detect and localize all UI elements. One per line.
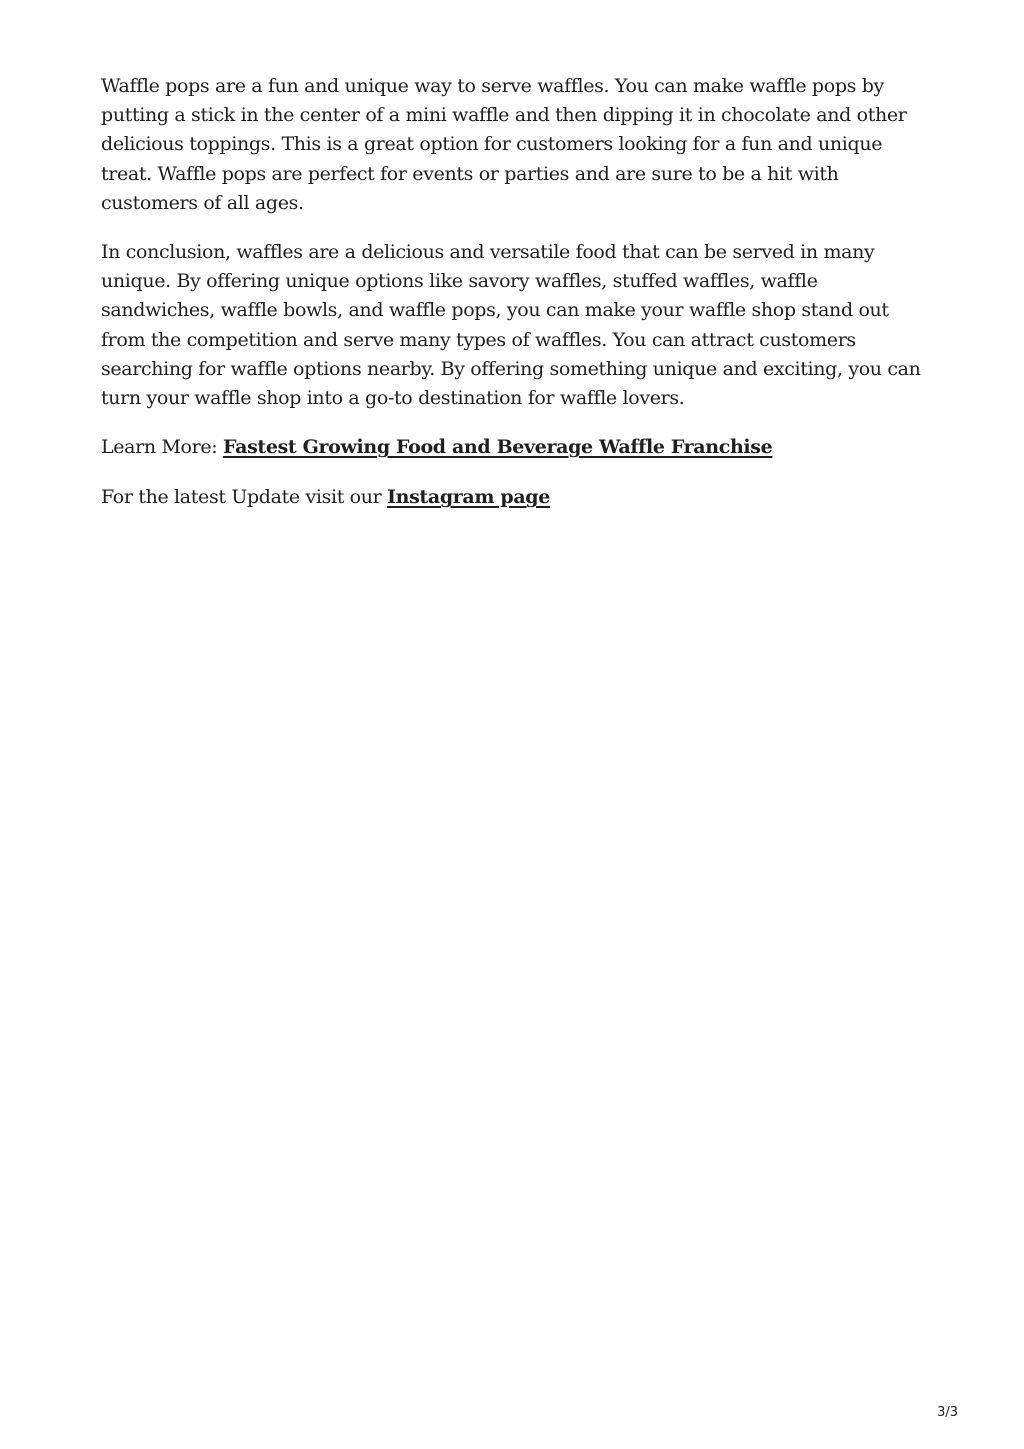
page-number: 3/3 — [937, 1405, 958, 1420]
paragraph-waffle-pops: Waffle pops are a fun and unique way to serve waffles. You can make waffle pops by putting a stick in the center of a mini waffle and then dipping it in chocolate and other delicious toppings. This is a great option for customers looking for a fun and unique treat. Waffle pops are perfect for events or parties and are sure to be a hit with customers of all ages. — [101, 75, 907, 214]
document-body — [101, 72, 923, 534]
franchise-link[interactable]: Fastest Growing Food and Beverage Waffle Franchise — [223, 436, 773, 459]
update-line — [101, 483, 923, 512]
update-label: For the latest Update visit our — [101, 486, 388, 509]
paragraph-conclusion: In conclusion, waffles are a delicious and versatile food that can be served in many unique. By offering unique options like savory waffles, stuffed waffles, waffle sandwiches, waffle bowls, and waffle pops, you can make your waffle shop stand out from the competition and serve many types of waffles. You can attract customers searching for waffle options nearby. By offering something unique and exciting, you can turn your waffle shop into a go-to destination for waffle lovers. — [101, 241, 921, 410]
learn-more-line — [101, 433, 923, 462]
learn-more-label: Learn More: — [101, 436, 224, 459]
instagram-link[interactable]: Instagram page — [387, 486, 550, 509]
